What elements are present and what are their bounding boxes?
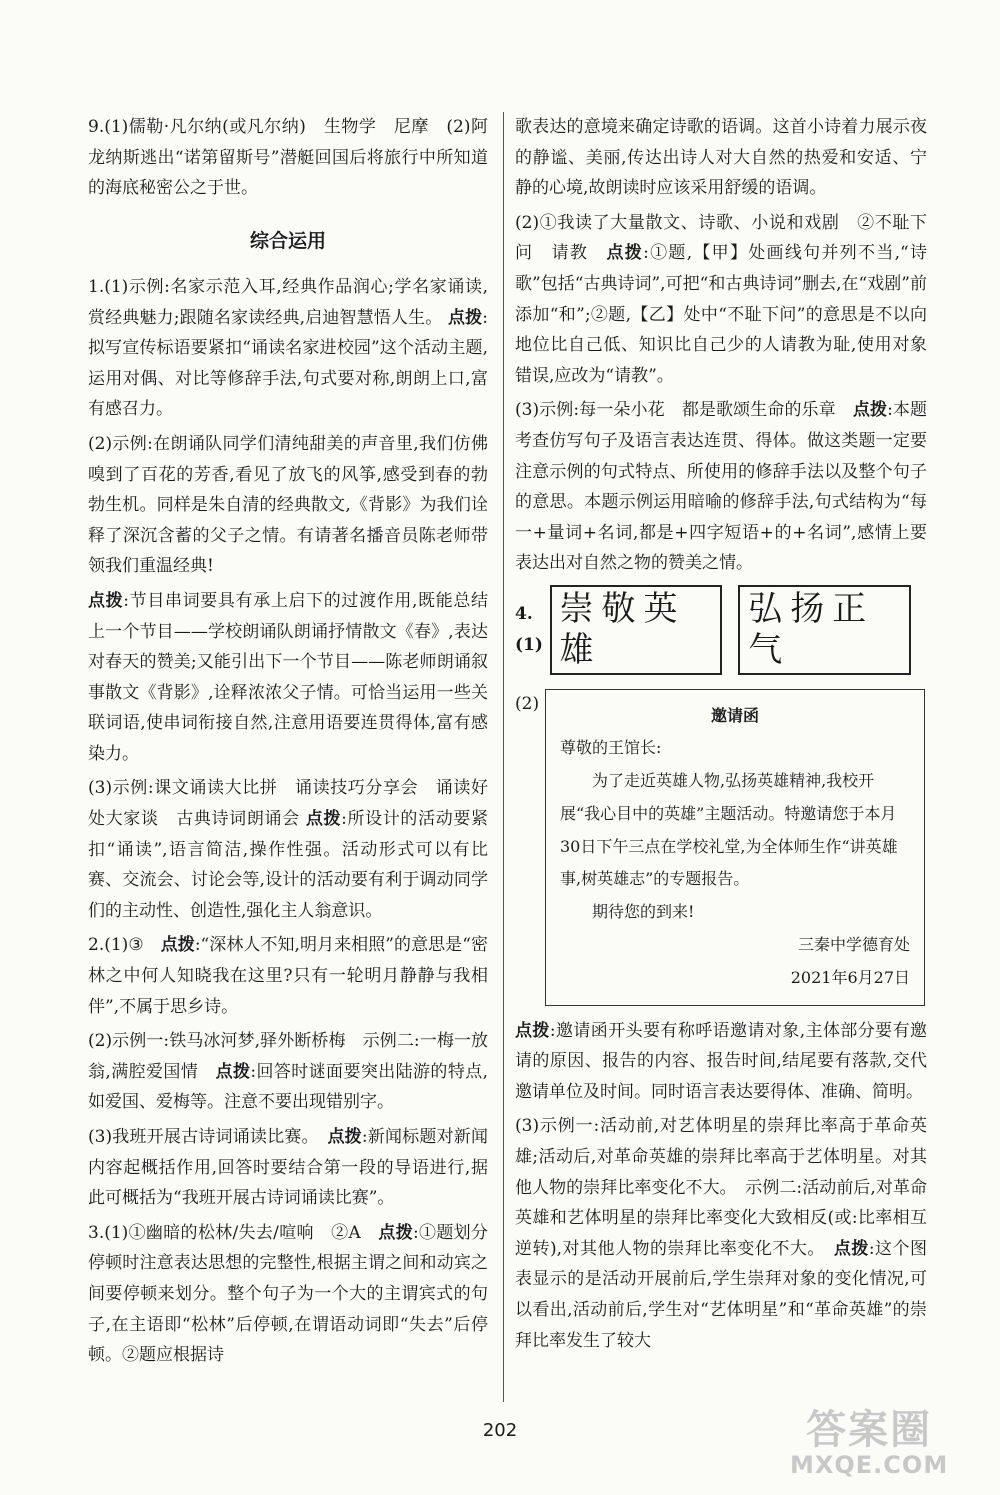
q1-3-hint-label: 点拨: [305, 809, 342, 830]
q3-1-hint: :①题划分停顿时注意表达思想的完整性,根据主谓之间和动宾之间要停顿来划分。整个句子为一个大的主谓宾式的句子,在主语即“松林”后停顿,在谓语动词即“失去”后停顿。②题应根据诗: [88, 1222, 488, 1366]
q1-2-answer: (2)示例:在朗诵队同学们清纯甜美的声音里,我们仿佛嗅到了百花的芳香,看见了放飞的风筝,感受到春的勃勃生机。同样是朱自清的经典散文,《背影》为我们诠释了深沉含蓄的父子之情。有请著名播音员陈老师带领我们重温经典!: [88, 433, 488, 577]
q3-3-answer: [515, 395, 927, 579]
q1-1-hint-label: 点拨: [447, 307, 483, 328]
q3-1-text: 3.(1)①幽暗的松林/失去/喧响 ②A: [88, 1222, 379, 1243]
invitation-letter: [545, 689, 925, 1006]
invitation-title: 邀请函: [710, 705, 759, 725]
q4-1-label: 4.(1): [515, 604, 543, 655]
q4-3-answer: [515, 1111, 927, 1356]
q1-3-text: (3)示例:课文诵读大比拼 诵读技巧分享会 诵读好处大家谈 古典诗词朗诵会: [88, 778, 488, 830]
left-column: [88, 112, 488, 1375]
q1-3-answer: [88, 773, 488, 926]
invitation-body: 为了走近英雄人物,弘扬英雄精神,我校开展“我心目中的英雄”主题活动。特邀请您于本月30日下午三点在学校礼堂,为全体师生作“讲英雄事,树英雄志”的专题报告。: [560, 771, 898, 889]
q4-2-label: (2): [515, 693, 540, 714]
q4-3-hint-label: 点拨: [833, 1238, 869, 1259]
q3-2-text: (2)①我读了大量散文、诗歌、小说和戏剧 ②不耻下问 请教: [515, 212, 927, 264]
q2-1-hint-label: 点拨: [160, 935, 195, 956]
q1-2-hint: :节目串词要具有承上启下的过渡作用,既能总结上一个节目——学校朗诵队朗诵抒情散文《春》,表达对春天的赞美;又能引出下一个节目——陈老师朗诵叙事散文《背影》,诠释浓浓父子情。可恰当运用一些关联词语,使串词衔接自然,注意用语要连贯得体,富有感染力。: [88, 590, 488, 764]
q4-2-hint-label: 点拨: [515, 1020, 550, 1041]
q3-1-continued: 歌表达的意境来确定诗歌的语调。这首小诗着力展示夜的静谧、美丽,传达出诗人对大自然的热爱和安适、宁静的心境,故朗读时应该采用舒缓的语调。: [515, 117, 927, 199]
q1-3-hint: :所设计的活动要紧扣“诵读”,语言简洁,操作性强。活动形式可以有比赛、交流会、讨论会等,设计的活动要有利于调动同学们的主动性、创造性,强化主人翁意识。: [88, 809, 489, 921]
q2-2-answer: [88, 1026, 488, 1118]
page-number: 202: [482, 1420, 518, 1441]
column-divider: [503, 112, 504, 1402]
q1-1-text: 1.(1)示例:名家示范入耳,经典作品润心;学名家诵读,赏经典魅力;跟随名家读经典,启迪智慧悟人生。: [88, 276, 488, 328]
right-column: [515, 112, 927, 1360]
invitation-closing: 期待您的到来!: [592, 902, 695, 922]
invitation-greeting: 尊敬的王馆长:: [560, 738, 662, 758]
q1-1-answer: [88, 272, 488, 425]
section-title: 综合运用: [249, 229, 326, 252]
q3-2-hint: :①题,【甲】处画线句并列不当,“诗歌”包括“古典诗词”,可把“和古典诗词”删去,在“戏剧”前添加“和”;②题,【乙】处中“不耻下问”的意思是不以向地位比自己低、知识比自己少的人请教为耻,使用对象错误,应改为“请教”。: [515, 243, 928, 386]
q2-1-hint: :“深林人不知,明月来相照”的意思是“密林之中何人知晓我在这里?只有一轮明月静静与我相伴”,不属于思乡诗。: [88, 935, 488, 1017]
q1-1-hint: :拟写宣传标语要紧扣“诵读名家进校园”这个活动主题,运用对偶、对比等修辞手法,句式要对称,朗朗上口,富有感召力。: [88, 307, 489, 420]
q2-3-hint-label: 点拨: [327, 1127, 362, 1147]
q3-3-hint-label: 点拨: [852, 400, 888, 421]
watermark-logo: [790, 1408, 948, 1478]
invitation-row: [515, 689, 927, 1006]
q2-3-answer: [88, 1122, 488, 1214]
q3-1-hint-label: 点拨: [378, 1222, 414, 1243]
q4-3-hint: :这个图表显示的是活动开展前后,学生崇拜对象的变化情况,可以看出,活动前后,学生对“艺体明星”和“革命英雄”的崇拜比率发生了较大: [515, 1238, 928, 1351]
q2-1-answer: [88, 930, 488, 1022]
q2-3-text: (3)我班开展古诗词诵读比赛。: [88, 1127, 328, 1147]
q2-2-text: (2)示例一:铁马冰河梦,驿外断桥梅 示例二:一梅一放翁,满腔爱国情: [88, 1031, 488, 1082]
invitation-date: 2021年6月27日: [790, 967, 910, 987]
q3-2-hint-label: 点拨: [606, 243, 644, 264]
q3-1-answer: [88, 1218, 488, 1371]
q2-2-hint: :回答时谜面要突出陆游的特点,如爱国、爱梅等。注意不要出现错别字。: [88, 1061, 489, 1113]
q9-answer: 9.(1)儒勒·凡尔纳(或凡尔纳) 生物学 尼摩 (2)阿龙纳斯逃出“诺第留斯号”潜艇回国后将旅行中所知道的海底秘密公之于世。: [88, 117, 488, 199]
q1-2-hint-para: [88, 586, 488, 770]
watermark-line2: MXQE.COM: [790, 1451, 949, 1479]
q2-3-hint: :新闻标题对新闻内容起概括作用,回答时要结合第一段的导语进行,据此可概括为“我班开展古诗词诵读比赛”。: [88, 1127, 488, 1209]
calligraphy-row: [515, 585, 927, 675]
q3-3-hint: :本题考查仿写句子及语言表达连贯、得体。做这类题一定要注意示例的句式特点、所使用的修辞手法以及整个句子的意思。本题示例运用暗喻的修辞手法,句式结构为“每一+量词+名词,都是+四字短语+的+名词”,感情上要表达出对自然之物的赞美之情。: [515, 400, 928, 574]
q4-3-text: (3)示例一:活动前,对艺体明星的崇拜比率高于革命英雄;活动后,对革命英雄的崇拜比率高于艺体明星。对其他人物的崇拜比率变化不大。 示例二:活动前后,对革命英雄和艺体明星的崇拜比率变化大致相反(或:比率相互逆转),对其他人物的崇拜比率变化不大。: [515, 1116, 927, 1259]
q1-2-hint-label: 点拨: [88, 590, 124, 611]
calligraphy-box-1: 崇敬英雄: [550, 585, 723, 675]
q4-2-hint-para: [515, 1016, 927, 1108]
q2-2-hint-label: 点拨: [215, 1061, 251, 1082]
q2-1-text: 2.(1)③: [88, 935, 161, 956]
invitation-signer: 三秦中学德育处: [797, 935, 910, 955]
q4-2-hint: :邀请函开头要有称呼语邀请对象,主体部分要有邀请的原因、报告的内容、报告时间,结尾要有落款,交代邀请单位及时间。同时语言表达要得体、准确、简明。: [515, 1020, 927, 1102]
watermark-line1: 答案圈: [806, 1407, 933, 1453]
calligraphy-box-2: 弘扬正气: [738, 585, 911, 675]
q3-2-answer: [515, 208, 927, 392]
q3-3-text: (3)示例:每一朵小花 都是歌颂生命的乐章: [515, 400, 853, 421]
